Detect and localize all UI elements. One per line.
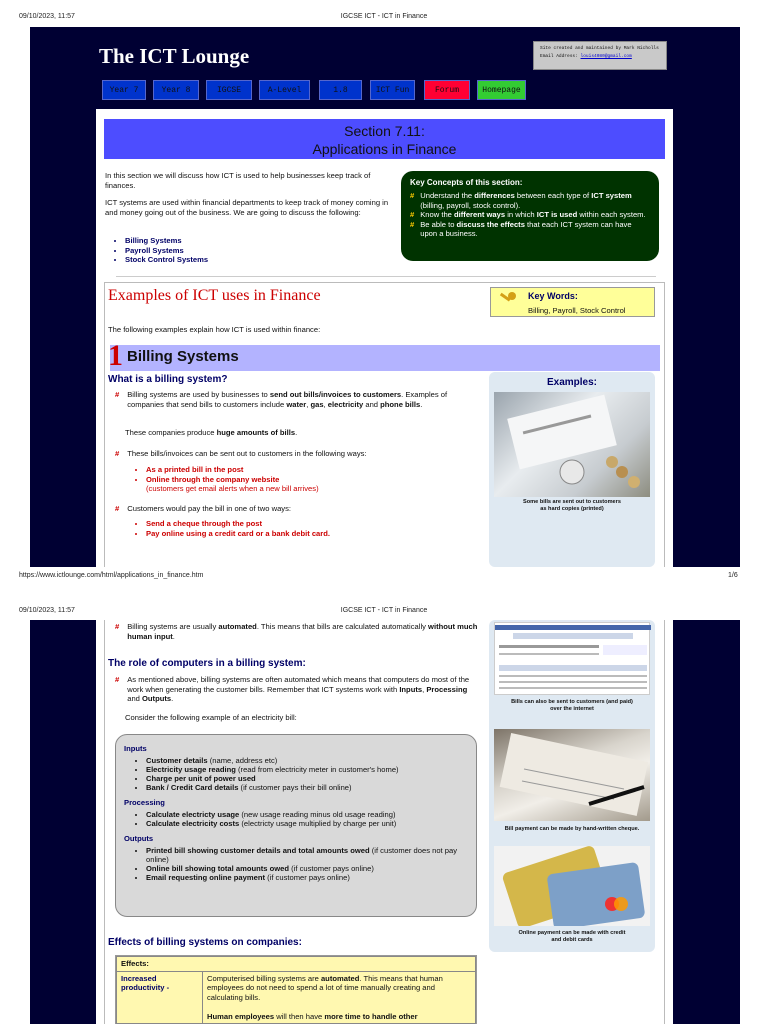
nav-button-a-level[interactable]: A-Level: [259, 80, 310, 100]
billing-bullet: # Billing systems are used by businesses to send out bills/invoices to customers. Examples of companies that send bills to customers include water, gas, electricity and phone bills.: [115, 390, 448, 409]
online-bill-image: [494, 622, 650, 695]
consider-text: Consider the following example of an electricity bill:: [125, 713, 297, 722]
print-datetime: 09/10/2023, 11:57: [19, 13, 75, 20]
email-label: Email Address:: [540, 54, 578, 59]
key-words-title: Key Words:: [528, 291, 578, 301]
output-item: • Printed bill showing customer details and total amounts owed (if customer does not pay online): [146, 846, 468, 864]
effects-table: [115, 955, 477, 1024]
input-item: • Charge per unit of power used: [146, 774, 468, 783]
key-concepts-box: [401, 171, 659, 261]
hash-icon: #: [115, 622, 120, 631]
effect-description: Computerised billing systems are automated. This means that human employees do not need to spend a lot of time manually creating and calculating bills. Human employees will then have more time to handle other: [203, 971, 476, 1024]
input-item: • Electricity usage reading (read from electricity meter in customer's home): [146, 765, 468, 774]
pay-ways-list: [137, 519, 330, 538]
effects-label: Effects:: [117, 957, 476, 972]
key-words-text: Billing, Payroll, Stock Control: [528, 306, 626, 315]
nav-button-forum[interactable]: Forum: [424, 80, 470, 100]
pay-way-item: • Pay online using a credit card or a bank debit card.: [146, 529, 330, 539]
caption-cheque: Bill payment can be made by hand-written cheque.: [504, 826, 640, 832]
pay-way-item: • Send a cheque through the post: [146, 519, 330, 529]
examples-intro: The following examples explain how ICT is used within finance:: [108, 325, 321, 334]
section-title: [104, 119, 665, 159]
online-statement-illustration: [495, 623, 651, 696]
email-alert-note: (customers get email alerts when a new bill arrives): [146, 484, 319, 493]
print-doc-title: IGCSE ICT - ICT in Finance: [340, 13, 428, 20]
key-words-box: [490, 287, 655, 317]
examples-panel-title: Examples:: [546, 377, 598, 388]
inputs-list: [124, 756, 468, 792]
intro-p2: ICT systems are used within financial departments to keep track of money coming in and money going out of the business. We are going to discuss the following:: [105, 198, 389, 217]
automated-bullet: # Billing systems are usually automated. This means that bills are calculated automatically without much human input.: [115, 622, 478, 641]
key-concept-item: # Know the different ways in which ICT is used within each system.: [410, 210, 646, 219]
cards-illustration: [494, 846, 650, 926]
outputs-heading: Outputs: [124, 834, 154, 843]
nav-button-ict-fun[interactable]: ICT Fun: [370, 80, 415, 100]
what-is-billing-heading: What is a billing system?: [108, 374, 228, 385]
inputs-heading: Inputs: [124, 744, 147, 753]
processing-item: • Calculate electricity costs (electricty usage multiplied by charge per unit): [146, 819, 468, 828]
site-title: The ICT Lounge: [99, 44, 250, 68]
divider: [116, 276, 656, 277]
caption-online-bills: Bills can also be sent to customers (and paid) over the internet: [511, 699, 633, 712]
hash-icon: #: [410, 210, 415, 219]
billing-bullet: # These bills/invoices can be sent out to customers in the following ways:: [115, 449, 367, 458]
processing-list: [124, 810, 468, 828]
nav-button-year-8[interactable]: Year 8: [153, 80, 199, 100]
outputs-list: [124, 846, 468, 882]
credit-cards-image: [494, 846, 650, 926]
effects-heading: Effects of billing systems on companies:: [108, 937, 302, 948]
examples-title: Examples of ICT uses in Finance: [108, 287, 321, 304]
billing-volume-note: These companies produce huge amounts of bills.: [125, 428, 298, 437]
hash-icon: #: [410, 219, 415, 229]
intro-p1: In this section we will discuss how ICT is used to help businesses keep track of finances.: [105, 171, 371, 190]
nav-button-year-7[interactable]: Year 7: [102, 80, 146, 100]
billing-bullet: # Customers would pay the bill in one of two ways:: [115, 504, 292, 513]
bills-illustration: [494, 392, 650, 497]
processing-item: • Calculate electricty usage (new usage reading minus old usage reading): [146, 810, 468, 819]
hash-icon: #: [115, 675, 120, 684]
nav-button-1-8[interactable]: 1.8: [319, 80, 362, 100]
section-name: Applications in Finance: [312, 141, 457, 157]
send-way-item: • As a printed bill in the post: [146, 465, 319, 475]
section-number-1: 1: [108, 339, 123, 372]
topic-item[interactable]: • Billing Systems: [125, 236, 208, 246]
nav-button-homepage[interactable]: Homepage: [477, 80, 526, 100]
send-way-item: • Online through the company website (customers get email alerts when a new bill arrives): [146, 475, 319, 494]
effect-name: Increased productivity -: [117, 971, 203, 1024]
billing-title: Billing Systems: [127, 348, 239, 365]
role-bullet: # As mentioned above, billing systems are often automated which means that computers do most of the work when generating the customer bills. Remember that ICT systems work with Inputs, Processing and Outputs.: [115, 675, 470, 703]
print-doc-title-2: IGCSE ICT - ICT in Finance: [340, 607, 428, 614]
print-page-number: 1/6: [728, 572, 738, 579]
role-heading: The role of computers in a billing system:: [108, 658, 306, 669]
hash-icon: #: [115, 504, 120, 513]
section-number: Section 7.11:: [344, 123, 425, 139]
input-item: • Bank / Credit Card details (if customer pays their bill online): [146, 783, 468, 792]
credit-line: Site created and maintained by Mark Nicholls: [540, 46, 659, 51]
topic-item[interactable]: • Stock Control Systems: [125, 255, 208, 265]
send-ways-list: [137, 465, 319, 494]
key-concept-item: # Understand the differences between each type of ICT system (billing, payroll, stock control).: [410, 191, 632, 210]
print-datetime-2: 09/10/2023, 11:57: [19, 607, 75, 614]
utility-bills-image: [494, 392, 650, 497]
caption-printed-bills: Some bills are sent out to customers as hard copies (printed): [523, 499, 621, 512]
cheque-image: [494, 729, 650, 821]
output-item: • Email requesting online payment (if customer pays online): [146, 873, 468, 882]
key-icon: [497, 291, 517, 309]
cheque-illustration: [494, 729, 650, 821]
nav-button-igcse[interactable]: IGCSE: [206, 80, 252, 100]
hash-icon: #: [115, 390, 120, 399]
topic-item[interactable]: • Payroll Systems: [125, 246, 208, 256]
hash-icon: #: [115, 449, 120, 458]
key-concepts-title: Key Concepts of this section:: [410, 178, 523, 187]
topic-list: [116, 236, 208, 265]
email-link[interactable]: louis4080@gmail.com: [580, 54, 632, 59]
credit-box: [533, 41, 667, 70]
print-url: https://www.ictlounge.com/html/applications_in_finance.htm: [19, 572, 204, 579]
key-concept-item: # Be able to discuss the effects that each ICT system can have upon a business.: [410, 219, 632, 238]
processing-heading: Processing: [124, 798, 165, 807]
ipo-box: [115, 734, 477, 917]
output-item: • Online bill showing total amounts owed (if customer pays online): [146, 864, 468, 873]
caption-cards: Online payment can be made with credit and debit cards: [518, 930, 626, 943]
hash-icon: #: [410, 191, 415, 200]
input-item: • Customer details (name, address etc): [146, 756, 468, 765]
